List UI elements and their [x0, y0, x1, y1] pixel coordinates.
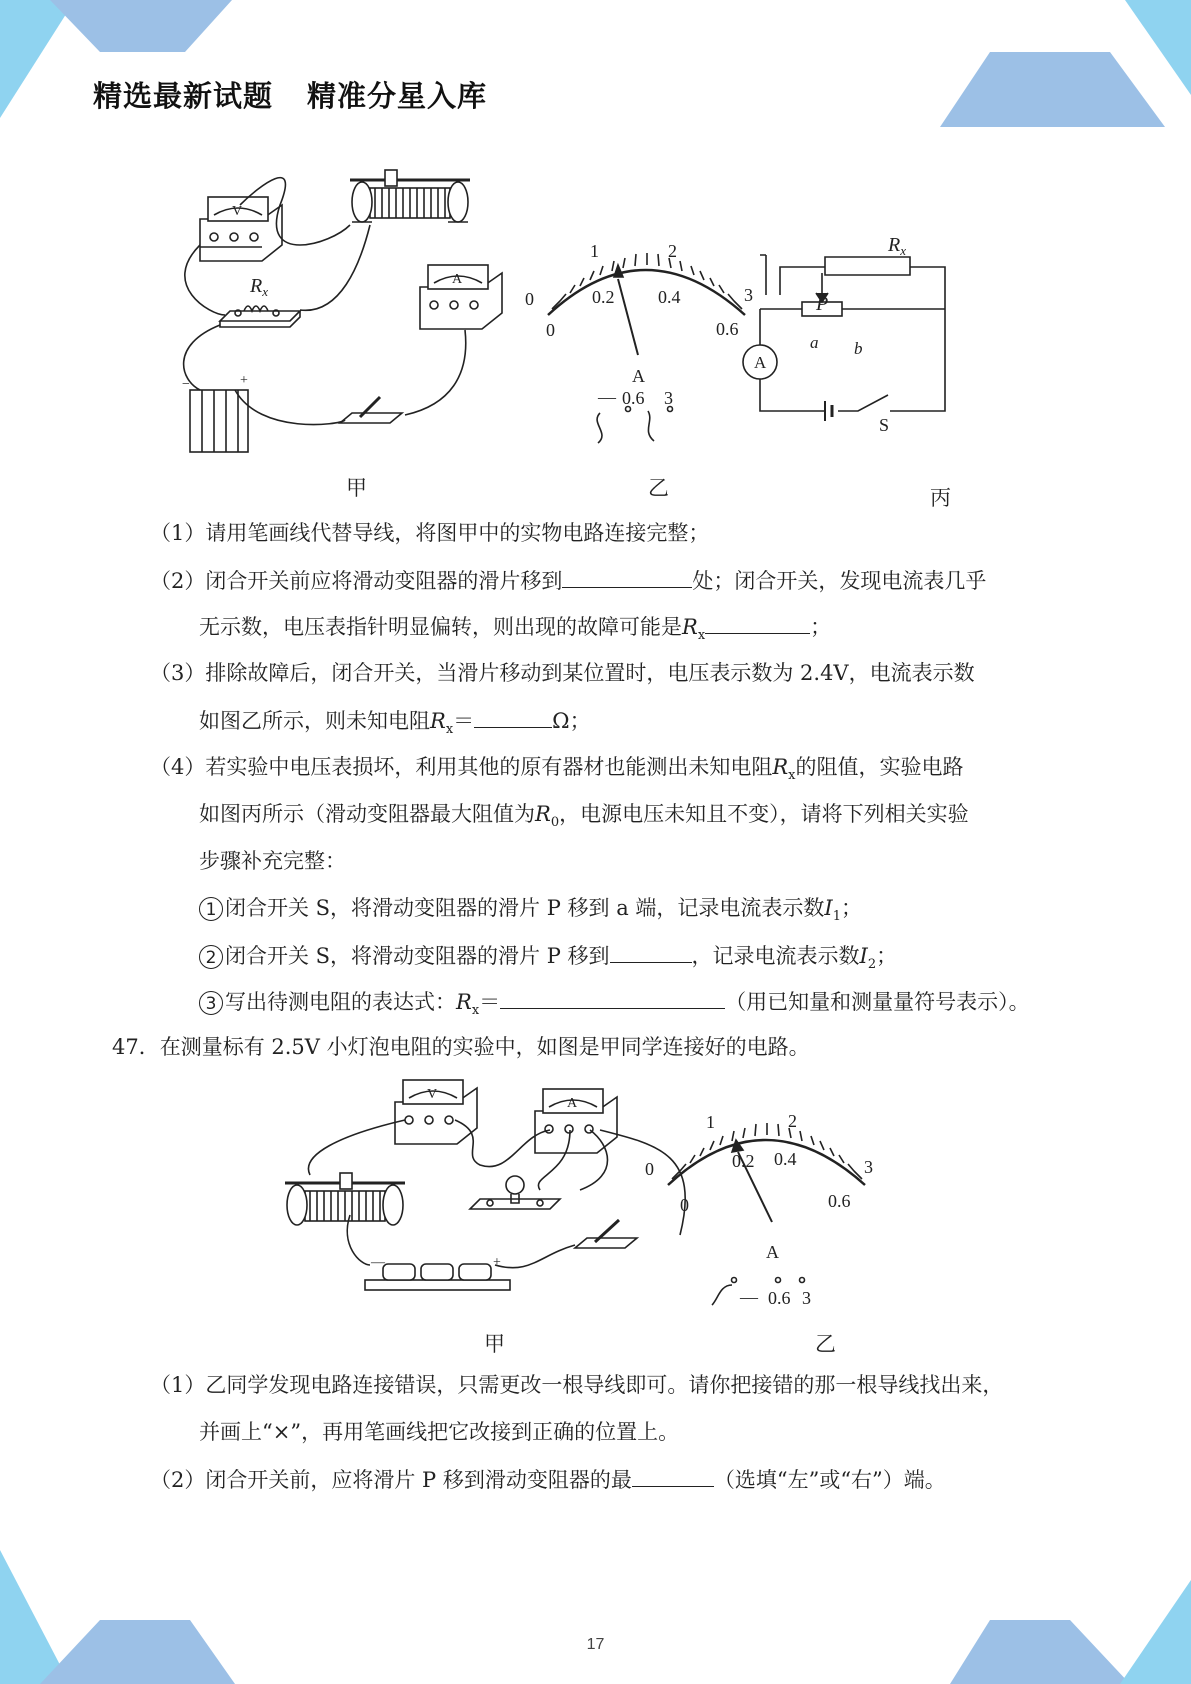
- caption-jia-2: 甲: [484, 1332, 505, 1356]
- voltmeter-47: [395, 1080, 477, 1144]
- dial1-term-3: 3: [664, 388, 673, 408]
- dial2-term-minus: —: [740, 1287, 758, 1307]
- circuit-diagram-bing: [743, 255, 945, 421]
- ammeter-47: [535, 1089, 617, 1153]
- lamp-board: [470, 1176, 560, 1209]
- dial1-bottom-0: 0: [546, 320, 555, 340]
- resistor-rx: [220, 306, 300, 327]
- voltmeter: [200, 197, 282, 261]
- svg-text:+: +: [240, 373, 248, 388]
- dial2-bottom-3: 0.6: [828, 1191, 851, 1211]
- q46-part4-line2: 如图丙所示（滑动变阻器最大阻值为$R_0$，电源电压未知且不变），请将下列相关实验: [199, 802, 969, 831]
- bing-p-label: P: [816, 293, 829, 315]
- deco-triangle-top-right: [1125, 0, 1191, 95]
- rheostat-47: [285, 1173, 405, 1225]
- q47-stem: 47．在测量标有 2.5V 小灯泡电阻的实验中，如图是甲同学连接好的电路。: [112, 1035, 810, 1059]
- battery-minus: —: [371, 1255, 385, 1270]
- dial1-bottom-1: 0.2: [592, 287, 615, 307]
- q46-step3: 3 写出待测电阻的表达式：$R_x=$ （用已知量和测量量符号表示）。: [199, 986, 1030, 1026]
- caption-yi-2: 乙: [815, 1332, 836, 1356]
- dial2-unit: A: [766, 1242, 779, 1262]
- battery-plus: +: [493, 1255, 501, 1270]
- q46-step1: 1 闭合开关 S，将滑动变阻器的滑片 P 移到 a 端，记录电流表示数$I_1$；: [199, 893, 862, 932]
- svg-text:−: −: [182, 377, 190, 392]
- figure-46: [180, 165, 1100, 505]
- q46-part2-line2: 无示数，电压表指针明显偏转，则出现的故障可能是$R_x$ ；: [199, 611, 831, 651]
- deco-triangle-top-left: [0, 0, 75, 118]
- caption-bing-1: 丙: [930, 486, 951, 510]
- physical-circuit-jia-47: [285, 1080, 685, 1290]
- header-title-left: 精选最新试题: [93, 79, 274, 113]
- deco-trapezoid-top-right: [940, 52, 1165, 127]
- physical-circuit-jia: [182, 170, 502, 452]
- switch: [340, 397, 402, 423]
- q46-part4-line1: （4）若实验中电压表损坏，利用其他的原有器材也能测出未知电阻$R_x$的阻值，实验电路: [150, 755, 964, 784]
- rheostat: [350, 170, 470, 222]
- dial2-bottom-2: 0.4: [774, 1149, 797, 1169]
- step1-marker: 1: [199, 897, 223, 921]
- dial1-bottom-2: 0.4: [658, 287, 681, 307]
- rx-label: $R_x$: [250, 275, 268, 299]
- dial1-top-1: 1: [590, 241, 599, 261]
- bing-a-label: a: [810, 333, 819, 352]
- ammeter-dial-yi-47: [645, 1111, 873, 1308]
- dial1-bottom-3: 0.6: [716, 319, 739, 339]
- blank-slider-position[interactable]: [562, 565, 692, 588]
- bing-b-label: b: [854, 339, 863, 358]
- header-title: [93, 74, 487, 115]
- dial2-top-1: 1: [706, 1112, 715, 1132]
- blank-slider-end[interactable]: [610, 940, 692, 963]
- svg-text:V: V: [427, 1087, 438, 1102]
- dial2-top-2: 2: [788, 1111, 797, 1131]
- svg-text:A: A: [567, 1096, 578, 1111]
- q46-step2: 2 闭合开关 S，将滑动变阻器的滑片 P 移到 ，记录电流表示数$I_2$；: [199, 940, 897, 980]
- blank-rx-expression[interactable]: [500, 986, 725, 1009]
- caption-yi-1: 乙: [648, 476, 669, 500]
- step2-marker: 2: [199, 945, 223, 969]
- dial1-term-06: 0.6: [622, 388, 645, 408]
- q46-part3-line2: 如图乙所示，则未知电阻$R_x= \Omega$；: [199, 705, 591, 745]
- dial1-term-minus: —: [598, 387, 616, 407]
- dial2-bottom-1: 0.2: [732, 1151, 755, 1171]
- ammeter-letter: A: [452, 272, 463, 287]
- blank-fault[interactable]: [705, 611, 810, 634]
- dial2-bottom-0: 0: [680, 1195, 689, 1215]
- dial2-term-06: 0.6: [768, 1288, 791, 1308]
- figure-47: [280, 1075, 960, 1325]
- q46-part2-line1: （2）闭合开关前应将滑动变阻器的滑片移到 处；闭合开关，发现电流表几乎: [150, 565, 986, 596]
- footer-decoration: [0, 1540, 1191, 1684]
- dial2-top-3: 3: [864, 1157, 873, 1177]
- ammeter: [420, 265, 502, 329]
- dial1-top-0: 0: [525, 289, 534, 309]
- header-title-right: 精准分星入库: [307, 79, 488, 113]
- ammeter-dial-yi: [525, 241, 753, 443]
- deco-triangle-bottom-right: [1120, 1580, 1191, 1684]
- q47-part1-line1: （1）乙同学发现电路连接错误，只需更改一根导线即可。请你把接错的那一根导线找出来，: [150, 1373, 1004, 1397]
- blank-left-right[interactable]: [632, 1464, 714, 1487]
- switch-47: [575, 1220, 637, 1248]
- caption-jia-1: 甲: [346, 476, 367, 500]
- dial1-unit: A: [632, 366, 645, 386]
- bing-ammeter-label: A: [754, 353, 767, 372]
- q46-part4-line3: 步骤补充完整：: [199, 849, 346, 873]
- q46-part1: （1）请用笔画线代替导线，将图甲中的实物电路连接完整；: [150, 521, 710, 545]
- q47-part2: （2）闭合开关前，应将滑片 P 移到滑动变阻器的最 （选填“左”或“右”）端。: [150, 1464, 946, 1495]
- q47-part1-line2: 并画上“×”，再用笔画线把它改接到正确的位置上。: [199, 1420, 680, 1444]
- blank-rx-value[interactable]: [474, 705, 552, 728]
- dial2-term-3: 3: [802, 1288, 811, 1308]
- bing-switch-label: S: [879, 415, 890, 435]
- voltmeter-letter: V: [232, 204, 243, 219]
- page-number: 17: [586, 1636, 605, 1653]
- dial1-top-3: 3: [744, 285, 753, 305]
- bing-rx-label: $R_x$: [888, 234, 906, 258]
- step3-marker: 3: [199, 991, 223, 1015]
- dial2-top-0: 0: [645, 1159, 654, 1179]
- battery-holder: [365, 1255, 510, 1290]
- dial1-top-2: 2: [668, 241, 677, 261]
- deco-trapezoid-top-left: [50, 0, 232, 52]
- q46-part3-line1: （3）排除故障后，闭合开关，当滑片移动到某位置时，电压表示数为 2.4V，电流表示数: [150, 661, 975, 685]
